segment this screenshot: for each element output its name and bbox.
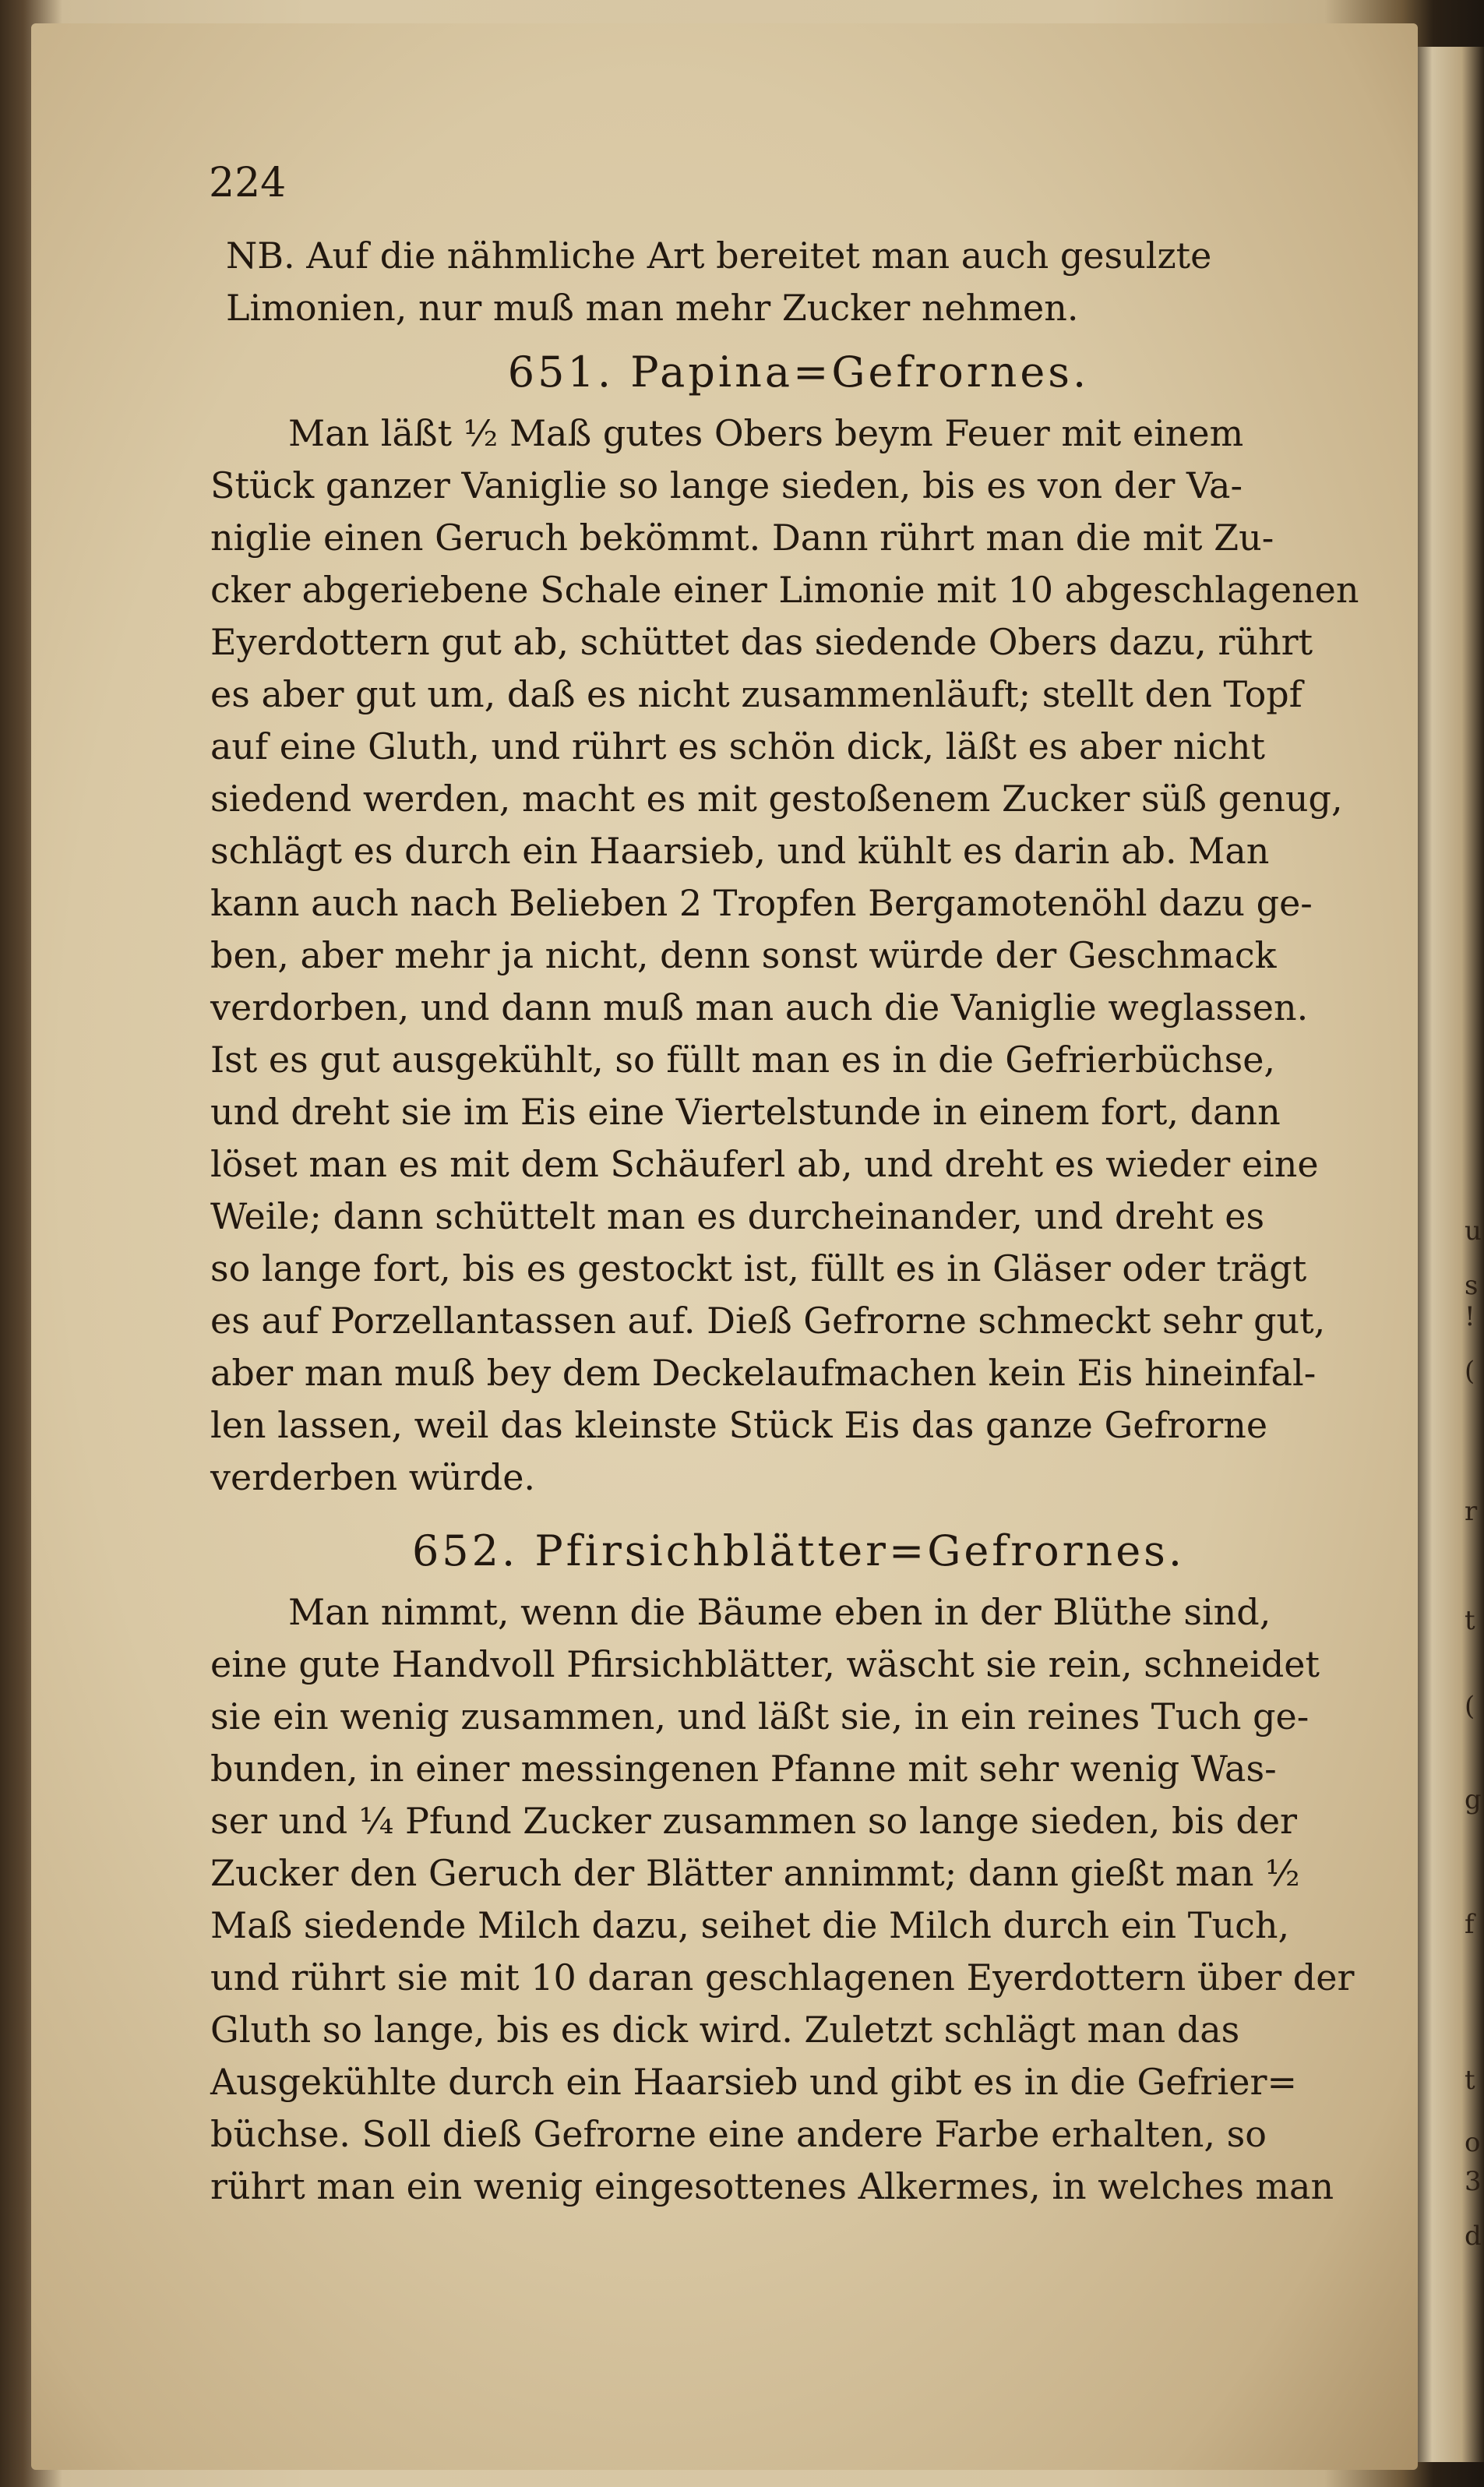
recipe-652-line: Zucker den Geruch der Blätter annimmt; dann gießt man ½ [210,1852,1300,1894]
recipe-652-line: Gluth so lange, bis es dick wird. Zuletzt schlägt man das [210,2009,1240,2051]
recipe-652-text [210,1586,1387,2213]
recipe-651-line: siedend werden, macht es mit gestoßenem Zucker süß genug, [210,778,1343,820]
recipe-651-line: Weile; dann schüttelt man es durcheinander, und dreht es [210,1195,1265,1237]
edge-letter: g [1465,1784,1482,1815]
recipe-652-heading: 652. Pfirsichblätter=Gefrornes. [411,1526,1186,1575]
recipe-652-line: Maß siedende Milch dazu, seihet die Milch durch ein Tuch, [210,1904,1290,1946]
recipe-651-line: schlägt es durch ein Haarsieb, und kühlt es darin ab. Man [210,830,1270,872]
recipe-651-line: Man läßt ½ Maß gutes Obers beym Feuer mit einem [288,412,1244,454]
recipe-651-line: len lassen, weil das kleinste Stück Eis das ganze Gefrorne [210,1404,1268,1446]
recipe-651-line: Ist es gut ausgekühlt, so füllt man es in die Gefrierbüchse, [210,1039,1276,1081]
recipe-651-line: löset man es mit dem Schäuferl ab, und dreht es wieder eine [210,1143,1319,1185]
recipe-652-line: ser und ¼ Pfund Zucker zusammen so lange sieden, bis der [210,1800,1298,1842]
recipe-652-line: Ausgekühlte durch ein Haarsieb und gibt es in die Gefrier= [210,2061,1298,2103]
recipe-651-heading: 651. Papina=Gefrornes. [507,347,1090,397]
recipe-651-line: auf eine Gluth, und rührt es schön dick, läßt es aber nicht [210,725,1265,767]
recipe-651-line: Eyerdottern gut ab, schüttet das siedende Obers dazu, rührt [210,621,1313,663]
note-line: NB. Auf die nähmliche Art bereitet man auch gesulzte [226,235,1212,277]
note-paragraph [210,230,1387,334]
recipe-652-line: sie ein wenig zusammen, und läßt sie, in ein reines Tuch ge- [210,1695,1310,1737]
recipe-652-line: eine gute Handvoll Pfirsichblätter, wäscht sie rein, schneidet [210,1643,1320,1685]
recipe-651-line: niglie einen Geruch bekömmt. Dann rührt man die mit Zu- [210,517,1274,559]
recipe-651-line: cker abgeriebene Schale einer Limonie mit 10 abgeschlagenen [210,569,1359,611]
edge-letter: u [1465,1215,1482,1247]
recipe-651-line: so lange fort, bis es gestockt ist, füllt es in Gläser oder trägt [210,1247,1307,1289]
recipe-652-line: büchse. Soll dieß Gefrorne eine andere Farbe erhalten, so [210,2113,1267,2155]
edge-letter: o [1465,2127,1481,2158]
edge-letter: d [1465,2221,1482,2252]
recipe-652-line: rührt man ein wenig eingesottenes Alkermes, in welches man [210,2165,1334,2207]
edge-letter: s [1465,1270,1479,1301]
recipe-651-line: verdorben, und dann muß man auch die Vaniglie weglassen. [210,986,1309,1028]
edge-letter: 3 [1465,2166,1482,2197]
recipe-651-line: aber man muß bey dem Deckelaufmachen kein Eis hineinfal- [210,1352,1317,1394]
recipe-651-line: es aber gut um, daß es nicht zusammenläuft; stellt den Topf [210,673,1302,715]
edge-letter: r [1465,1496,1478,1527]
edge-letter: t [1465,2065,1475,2096]
edge-letter: ( [1465,1691,1475,1722]
page-content [210,156,1387,2213]
recipe-651-text [210,407,1387,1504]
recipe-651-line: und dreht sie im Eis eine Viertelstunde in einem fort, dann [210,1091,1281,1133]
note-line: Limonien, nur muß man mehr Zucker nehmen. [226,287,1079,329]
recipe-651-line: verderben würde. [210,1456,536,1498]
recipe-651-line: kann auch nach Belieben 2 Tropfen Bergamotenöhl dazu ge- [210,882,1313,924]
recipe-652-line: Man nimmt, wenn die Bäume eben in der Blüthe sind, [288,1591,1271,1633]
page-number: 224 [209,160,287,206]
recipe-651-line: es auf Porzellantassen auf. Dieß Gefrorne schmeckt sehr gut, [210,1300,1326,1342]
recipe-651-line: ben, aber mehr ja nicht, denn sonst würde der Geschmack [210,934,1277,976]
edge-letter: ! [1465,1301,1475,1332]
edge-letter: ( [1465,1356,1475,1387]
recipe-652-line: bunden, in einer messingenen Pfanne mit sehr wenig Was- [210,1748,1277,1790]
next-page-edge [1410,47,1484,2462]
edge-letter: f [1465,1909,1475,1940]
edge-letter: t [1465,1605,1475,1636]
recipe-652-line: und rührt sie mit 10 daran geschlagenen Eyerdottern über der [210,1956,1355,1998]
recipe-651-line: Stück ganzer Vaniglie so lange sieden, bis es von der Va- [210,464,1243,506]
